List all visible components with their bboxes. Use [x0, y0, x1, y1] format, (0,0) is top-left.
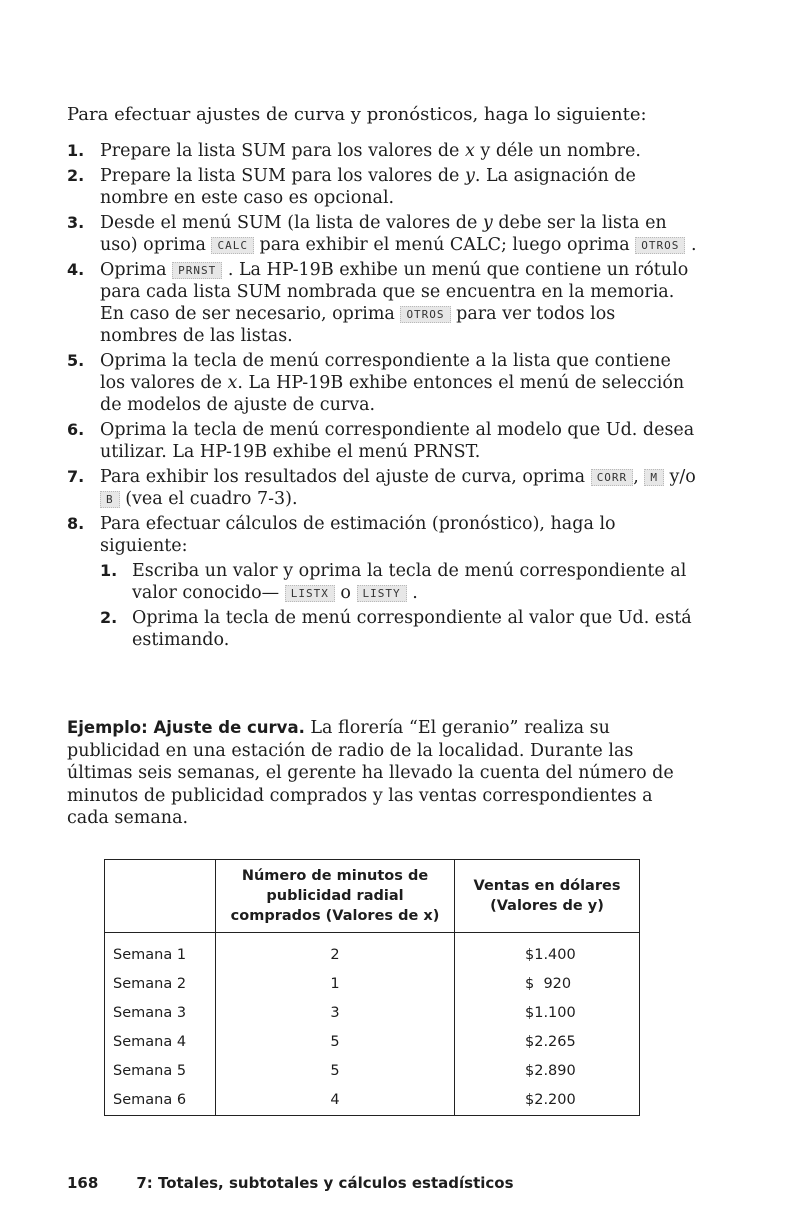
example-text: La florería “El geranio” realiza su publicidad en una estación de radio de la localidad. Durante las últimas seis semanas, el gerente ha llevado la cuenta del número de minutos de publicidad comprados y las ventas correspondientes a cada semana. [67, 718, 674, 828]
step-text: Prepare la lista SUM para los valores de [100, 166, 465, 186]
minutes-cell: 3 [216, 999, 455, 1028]
step-text: Para efectuar cálculos de estimación (pronóstico), haga lo siguiente: [100, 514, 616, 556]
step-text: . La HP-19B exhibe un menú que contiene un rótulo para cada lista SUM nombrada que se encuentra en la memoria. En caso de ser necesario, oprima [100, 260, 689, 324]
sales-cell: $1.100 [455, 999, 640, 1028]
step-text: y/o [663, 467, 696, 487]
variable-x: x [464, 141, 475, 161]
header-sales: Ventas en dólares (Valores de y) [455, 860, 640, 933]
step-3 [67, 212, 697, 256]
week-cell: Semana 5 [105, 1057, 216, 1086]
step-text: debe ser la lista en uso) oprima [100, 213, 667, 255]
substep-1 [100, 560, 697, 604]
week-cell: Semana 6 [105, 1086, 216, 1116]
step-number: 8. [67, 514, 85, 533]
listx-menu-key: LISTX [285, 585, 335, 602]
week-cell: Semana 2 [105, 970, 216, 999]
sales-cell: $2.890 [455, 1057, 640, 1086]
minutes-cell: 1 [216, 970, 455, 999]
sales-cell: $2.265 [455, 1028, 640, 1057]
b-menu-key: B [100, 491, 120, 508]
table-row [105, 999, 640, 1028]
table-row [105, 933, 640, 971]
otros-menu-key: OTROS [400, 306, 450, 323]
step-text: (vea el cuadro 7-3). [119, 489, 298, 509]
step-number: 5. [67, 351, 85, 370]
step-1 [67, 140, 697, 162]
step-text: Oprima la tecla de menú correspondiente al modelo que Ud. desea utilizar. La HP-19B exhibe el menú PRNST. [100, 420, 695, 462]
step-text: y déle un nombre. [474, 141, 641, 161]
step-text: Oprima [100, 260, 173, 280]
variable-x: x [227, 373, 238, 393]
variable-y: y [464, 166, 475, 186]
substep-number: 2. [100, 608, 118, 627]
chapter-title: 7: Totales, subtotales y cálculos estadísticos [136, 1174, 514, 1192]
table-row [105, 1028, 640, 1057]
step-text: . La asignación de nombre en este caso es opcional. [100, 166, 636, 208]
corr-menu-key: CORR [591, 469, 634, 486]
table-header-row [105, 860, 640, 933]
listy-menu-key: LISTY [357, 585, 407, 602]
step-text: Desde el menú SUM (la lista de valores de [100, 213, 483, 233]
header-empty-cell [105, 860, 216, 933]
example-paragraph [67, 717, 697, 830]
week-cell: Semana 4 [105, 1028, 216, 1057]
substep-2 [100, 607, 697, 651]
step-4 [67, 259, 697, 347]
variable-y: y [482, 213, 493, 233]
prnst-menu-key: PRNST [172, 262, 222, 279]
substep-number: 1. [100, 561, 118, 580]
step-text: para exhibir el menú CALC; luego oprima [253, 235, 636, 255]
table-row [105, 1086, 640, 1116]
page-number: 168 [67, 1174, 99, 1192]
step-text: o [334, 583, 357, 603]
step-7 [67, 466, 697, 510]
advertising-sales-table [104, 859, 640, 1116]
step-text: Para exhibir los resultados del ajuste de curva, oprima [100, 467, 591, 487]
example-title: Ejemplo: Ajuste de curva. [67, 718, 305, 737]
week-cell: Semana 3 [105, 999, 216, 1028]
step-text: Escriba un valor y oprima la tecla de menú correspondiente al valor conocido— [132, 561, 687, 603]
step-text: Oprima la tecla de menú correspondiente al valor que Ud. está estimando. [132, 608, 692, 650]
step-number: 6. [67, 420, 85, 439]
sales-cell: $1.400 [455, 933, 640, 971]
step-text: . [412, 583, 418, 603]
step-5 [67, 350, 697, 416]
step-number: 1. [67, 141, 85, 160]
step-text: . La HP-19B exhibe entonces el menú de selección de modelos de ajuste de curva. [100, 373, 685, 415]
step-number: 7. [67, 467, 85, 486]
minutes-cell: 2 [216, 933, 455, 971]
minutes-cell: 4 [216, 1086, 455, 1116]
step-text: . [690, 235, 697, 255]
calc-menu-key: CALC [211, 237, 254, 254]
otros-menu-key: OTROS [635, 237, 685, 254]
step-text: Oprima la tecla de menú correspondiente a la lista que contiene los valores de [100, 351, 671, 393]
sales-cell: $2.200 [455, 1086, 640, 1116]
header-minutes: Número de minutos de publicidad radial comprados (Valores de x) [216, 860, 455, 933]
step-8 [67, 513, 697, 651]
step-2 [67, 165, 697, 209]
page-footer [67, 1174, 514, 1192]
minutes-cell: 5 [216, 1028, 455, 1057]
table-row [105, 970, 640, 999]
step-6 [67, 419, 697, 463]
step-text: para ver todos los nombres de las listas. [100, 304, 616, 346]
step-text: Prepare la lista SUM para los valores de [100, 141, 465, 161]
steps-list [67, 140, 697, 654]
step-number: 3. [67, 213, 85, 232]
week-cell: Semana 1 [105, 933, 216, 971]
step-number: 2. [67, 166, 85, 185]
sales-cell: $ 920 [455, 970, 640, 999]
step-text: , [633, 467, 645, 487]
step-number: 4. [67, 260, 85, 279]
intro-paragraph: Para efectuar ajustes de curva y pronósticos, haga lo siguiente: [67, 104, 647, 125]
table-row [105, 1057, 640, 1086]
m-menu-key: M [644, 469, 664, 486]
minutes-cell: 5 [216, 1057, 455, 1086]
